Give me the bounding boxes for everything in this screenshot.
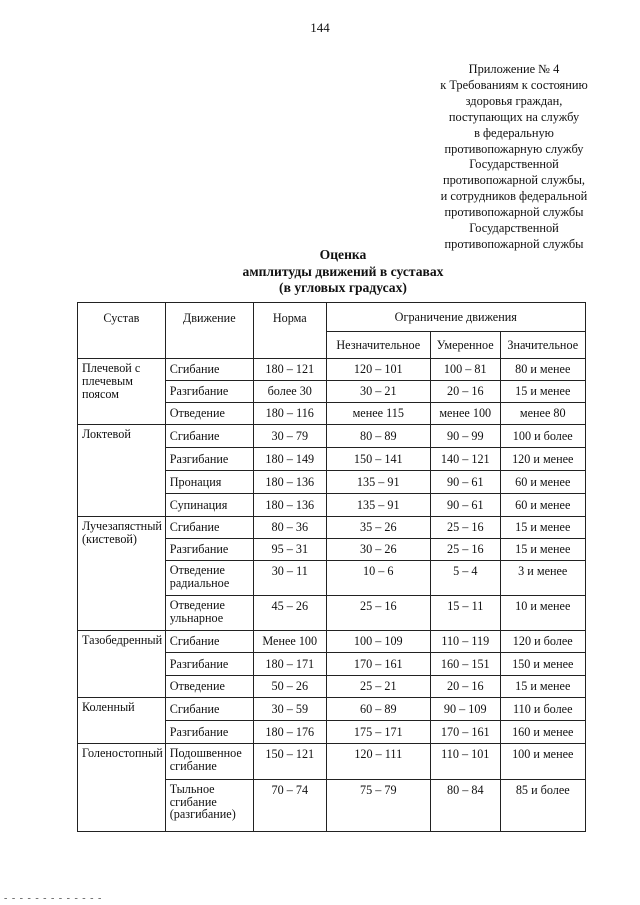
significant-cell: 15 и менее <box>500 676 585 698</box>
norm-cell: 95 – 31 <box>253 539 326 561</box>
norm-cell: 180 – 116 <box>253 403 326 425</box>
header-moderate: Умеренное <box>430 332 500 359</box>
norm-cell: более 30 <box>253 381 326 403</box>
moderate-cell: 20 – 16 <box>430 381 500 403</box>
appendix-line: противопожарную службу <box>444 141 584 156</box>
joint-cell: Лучезапястный (кистевой) <box>78 517 166 631</box>
title-line: (в угловых градусах) <box>279 280 407 295</box>
slight-cell: менее 115 <box>326 403 430 425</box>
moderate-cell: 5 – 4 <box>430 561 500 596</box>
slight-cell: 120 – 111 <box>326 744 430 780</box>
appendix-line: к Требованиям к состоянию <box>440 77 588 92</box>
appendix-line: Государственной <box>469 157 559 172</box>
significant-cell: 120 и более <box>500 631 585 653</box>
movement-cell: Подошвенное сгибание <box>165 744 253 780</box>
joint-cell: Голеностопный <box>78 744 166 832</box>
moderate-cell: 140 – 121 <box>430 448 500 471</box>
range-of-motion-table <box>77 302 586 832</box>
significant-cell: менее 80 <box>500 403 585 425</box>
table-body <box>78 359 586 832</box>
norm-cell: 180 – 136 <box>253 471 326 494</box>
table-row <box>78 631 586 653</box>
movement-cell: Отведение <box>165 403 253 425</box>
appendix-line: противопожарной службы <box>444 236 584 251</box>
movement-cell: Сгибание <box>165 698 253 721</box>
norm-cell: 180 – 136 <box>253 494 326 517</box>
slight-cell: 135 – 91 <box>326 494 430 517</box>
header-movement: Движение <box>165 303 253 359</box>
header-norm: Норма <box>253 303 326 359</box>
appendix-line: противопожарной службы, <box>442 173 586 188</box>
slight-cell: 175 – 171 <box>326 721 430 744</box>
slight-cell: 135 – 91 <box>326 471 430 494</box>
table-row <box>78 359 586 381</box>
table-row <box>78 744 586 780</box>
moderate-cell: 20 – 16 <box>430 676 500 698</box>
moderate-cell: 90 – 99 <box>430 425 500 448</box>
norm-cell: 70 – 74 <box>253 780 326 832</box>
page-edge-artifact: - - - - - - - - - - - - - <box>4 893 103 904</box>
page-number: 144 <box>310 20 330 35</box>
norm-cell: 30 – 59 <box>253 698 326 721</box>
joint-cell: Тазобедренный <box>78 631 166 698</box>
slight-cell: 170 – 161 <box>326 653 430 676</box>
appendix-line: в федеральную <box>474 125 554 140</box>
movement-cell: Отведение радиальное <box>165 561 253 596</box>
table-row <box>78 698 586 721</box>
slight-cell: 30 – 26 <box>326 539 430 561</box>
movement-cell: Сгибание <box>165 359 253 381</box>
joint-cell: Плечевой с плечевым поясом <box>78 359 166 425</box>
movement-cell: Сгибание <box>165 517 253 539</box>
table-row <box>78 517 586 539</box>
moderate-cell: 80 – 84 <box>430 780 500 832</box>
appendix-line: Приложение № 4 <box>468 62 560 76</box>
movement-cell: Отведение ульнарное <box>165 596 253 631</box>
slight-cell: 25 – 21 <box>326 676 430 698</box>
moderate-cell: 110 – 119 <box>430 631 500 653</box>
movement-cell: Разгибание <box>165 721 253 744</box>
significant-cell: 110 и более <box>500 698 585 721</box>
significant-cell: 160 и менее <box>500 721 585 744</box>
slight-cell: 35 – 26 <box>326 517 430 539</box>
moderate-cell: 25 – 16 <box>430 539 500 561</box>
moderate-cell: 160 – 151 <box>430 653 500 676</box>
significant-cell: 80 и менее <box>500 359 585 381</box>
appendix-header <box>414 62 614 253</box>
norm-cell: 80 – 36 <box>253 517 326 539</box>
norm-cell: 180 – 171 <box>253 653 326 676</box>
document-title <box>0 247 640 297</box>
norm-cell: 150 – 121 <box>253 744 326 780</box>
significant-cell: 100 и менее <box>500 744 585 780</box>
significant-cell: 60 и менее <box>500 494 585 517</box>
slight-cell: 25 – 16 <box>326 596 430 631</box>
significant-cell: 150 и менее <box>500 653 585 676</box>
movement-cell: Супинация <box>165 494 253 517</box>
moderate-cell: 100 – 81 <box>430 359 500 381</box>
appendix-line: противопожарной службы <box>444 205 584 220</box>
significant-cell: 15 и менее <box>500 517 585 539</box>
movement-cell: Разгибание <box>165 448 253 471</box>
norm-cell: Менее 100 <box>253 631 326 653</box>
significant-cell: 15 и менее <box>500 539 585 561</box>
slight-cell: 120 – 101 <box>326 359 430 381</box>
joint-cell: Локтевой <box>78 425 166 517</box>
significant-cell: 3 и менее <box>500 561 585 596</box>
header-joint: Сустав <box>78 303 166 359</box>
slight-cell: 75 – 79 <box>326 780 430 832</box>
slight-cell: 60 – 89 <box>326 698 430 721</box>
movement-cell: Разгибание <box>165 539 253 561</box>
header-significant: Значительное <box>500 332 585 359</box>
title-line: Оценка <box>319 247 367 262</box>
significant-cell: 120 и менее <box>500 448 585 471</box>
moderate-cell: 25 – 16 <box>430 517 500 539</box>
slight-cell: 100 – 109 <box>326 631 430 653</box>
joint-cell: Коленный <box>78 698 166 744</box>
movement-cell: Сгибание <box>165 425 253 448</box>
movement-cell: Пронация <box>165 471 253 494</box>
significant-cell: 85 и более <box>500 780 585 832</box>
moderate-cell: 90 – 61 <box>430 471 500 494</box>
moderate-cell: 90 – 61 <box>430 494 500 517</box>
norm-cell: 30 – 79 <box>253 425 326 448</box>
slight-cell: 10 – 6 <box>326 561 430 596</box>
header-limitation: Ограничение движения <box>326 303 585 332</box>
norm-cell: 180 – 176 <box>253 721 326 744</box>
norm-cell: 45 – 26 <box>253 596 326 631</box>
norm-cell: 180 – 121 <box>253 359 326 381</box>
norm-cell: 30 – 11 <box>253 561 326 596</box>
moderate-cell: 110 – 101 <box>430 744 500 780</box>
title-line: амплитуды движений в суставах <box>242 263 444 279</box>
movement-cell: Разгибание <box>165 653 253 676</box>
appendix-line: Государственной <box>469 221 559 236</box>
moderate-cell: менее 100 <box>430 403 500 425</box>
moderate-cell: 90 – 109 <box>430 698 500 721</box>
norm-cell: 180 – 149 <box>253 448 326 471</box>
moderate-cell: 170 – 161 <box>430 721 500 744</box>
significant-cell: 60 и менее <box>500 471 585 494</box>
movement-cell: Сгибание <box>165 631 253 653</box>
significant-cell: 100 и более <box>500 425 585 448</box>
table-row <box>78 425 586 448</box>
appendix-line: поступающих на службу <box>448 109 580 124</box>
appendix-line: здоровья граждан, <box>465 93 563 108</box>
movement-cell: Тыльное сгибание (разгибание) <box>165 780 253 832</box>
appendix-line: и сотрудников федеральной <box>440 189 588 204</box>
slight-cell: 80 – 89 <box>326 425 430 448</box>
norm-cell: 50 – 26 <box>253 676 326 698</box>
significant-cell: 15 и менее <box>500 381 585 403</box>
header-slight: Незначительное <box>326 332 430 359</box>
moderate-cell: 15 – 11 <box>430 596 500 631</box>
slight-cell: 30 – 21 <box>326 381 430 403</box>
movement-cell: Отведение <box>165 676 253 698</box>
significant-cell: 10 и менее <box>500 596 585 631</box>
movement-cell: Разгибание <box>165 381 253 403</box>
slight-cell: 150 – 141 <box>326 448 430 471</box>
